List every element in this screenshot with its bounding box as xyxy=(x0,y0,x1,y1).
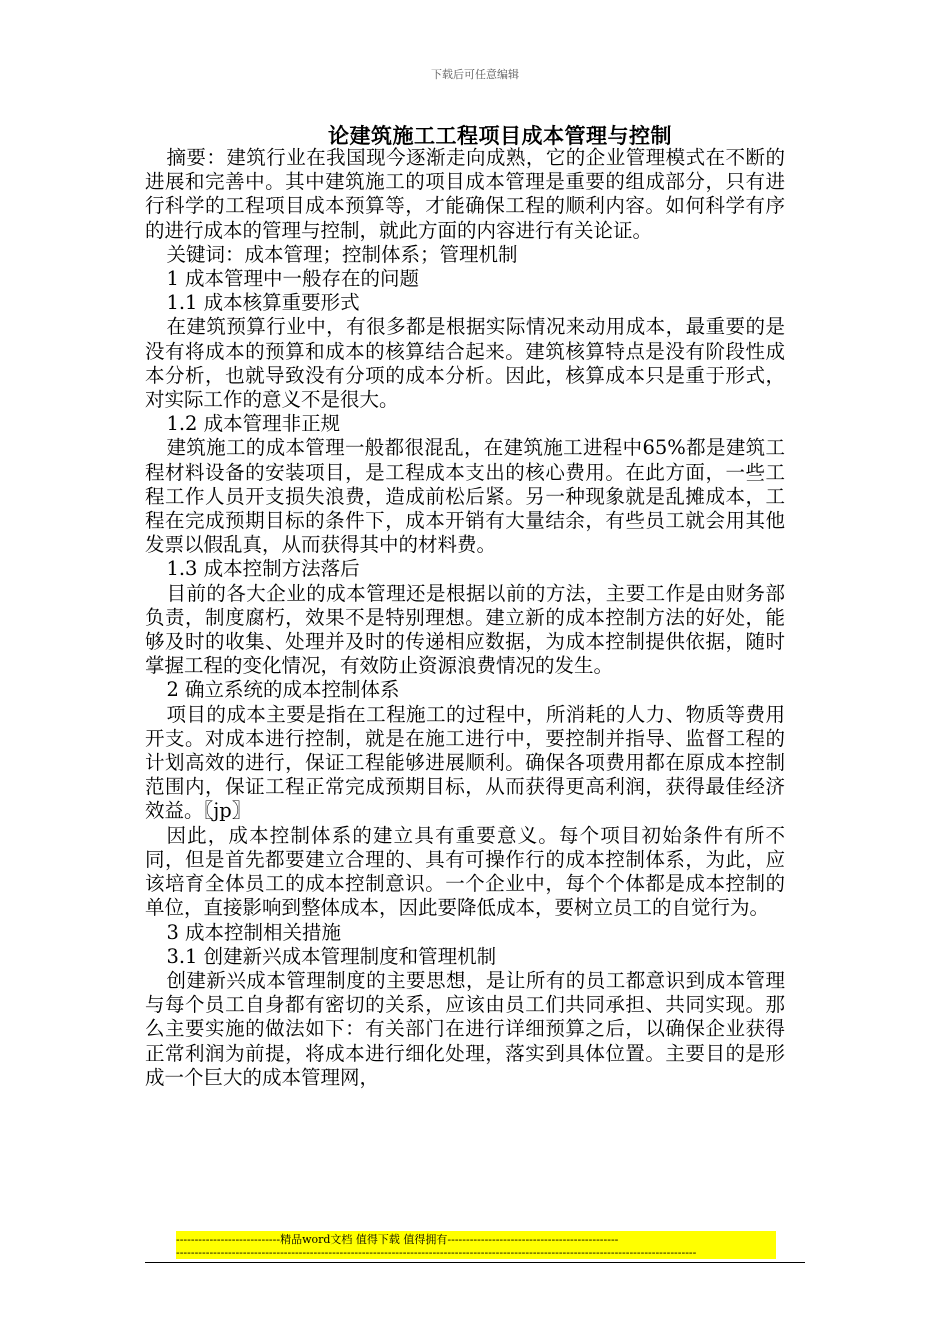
section-heading-3: 3 成本控制相关措施 xyxy=(166,920,342,944)
body-paragraph: 创建新兴成本管理制度的主要思想，是让所有的员工都意识到成本管理与每个员工自身都有密切的关系，应该由员工们共同承担、共同实现。那么主要实施的做法如下：有关部门在进行详细预算之后，以确保企业获得正常利润为前提，将成本进行细化处理，落实到具体位置。主要目的是形成一个巨大的成本管理网， xyxy=(145,968,785,1089)
body-paragraph: 因此，成本控制体系的建立具有重要意义。每个项目初始条件有所不同，但是首先都要建立合理的、具有可操作行的成本控制体系，为此，应该培育全体员工的成本控制意识。一个企业中，每个个体都是成本控制的单位，直接影响到整体成本，因此要降低成本，要树立员工的自觉行为。 xyxy=(145,823,785,920)
body-paragraph: 项目的成本主要是指在工程施工的过程中，所消耗的人力、物质等费用开支。对成本进行控制，就是在施工进行中，要控制并指导、监督工程的计划高效的进行，保证工程能够进展顺利。确保各项费用都在原成本控制范围内，保证工程正常完成预期目标，从而获得更高利润，获得最佳经济效益。〖jp〗 xyxy=(145,702,785,823)
subsection-heading-3-1: 3.1 创建新兴成本管理制度和管理机制 xyxy=(166,944,497,968)
body-paragraph: 在建筑预算行业中，有很多都是根据实际情况来动用成本，最重要的是没有将成本的预算和成本的核算结合起来。建筑核算特点是没有阶段性成本分析，也就导致没有分项的成本分析。因此，核算成本只是重于形式，对实际工作的意义不是很大。 xyxy=(145,315,785,412)
body-paragraph: 建筑施工的成本管理一般都很混乱，在建筑施工进程中65%都是建筑工程材料设备的安装项目，是工程成本支出的核心费用。在此方面，一些工程工作人员开支损失浪费，造成前松后紧。另一种现象就是乱摊成本，工程在完成预期目标的条件下，成本开销有大量结余，有些员工就会用其他发票以假乱真，从而获得其中的材料费。 xyxy=(145,436,785,557)
document-title: 论建筑施工工程项目成本管理与控制 xyxy=(328,123,672,148)
footer-watermark-line: ----------------------------精品word文档 值得下载 值得拥有---------------------------------------------- xyxy=(176,1233,619,1246)
abstract-paragraph: 摘要：建筑行业在我国现今逐渐走向成熟，它的企业管理模式在不断的进展和完善中。其中建筑施工的项目成本管理是重要的组成部分，只有进行科学的工程项目成本预算等，才能确保工程的顺利内容。如何科学有序的进行成本的管理与控制，就此方面的内容进行有关论证。 xyxy=(145,146,785,242)
keywords-line: 关键词：成本管理；控制体系；管理机制 xyxy=(166,242,518,266)
subsection-heading-1-3: 1.3 成本控制方法落后 xyxy=(166,557,360,581)
header-note: 下载后可任意编辑 xyxy=(431,68,519,81)
subsection-heading-1-1: 1.1 成本核算重要形式 xyxy=(166,291,360,315)
body-paragraph: 目前的各大企业的成本管理还是根据以前的方法，主要工作是由财务部负责，制度腐朽，效果不是特别理想。建立新的成本控制方法的好处，能够及时的收集、处理并及时的传递相应数据，为成本控制提供依据，随时掌握工程的变化情况，有效防止资源浪费情况的发生。 xyxy=(145,581,785,678)
document-body xyxy=(145,146,785,1090)
section-heading-1: 1 成本管理中一般存在的问题 xyxy=(166,267,420,291)
subsection-heading-1-2: 1.2 成本管理非正规 xyxy=(166,412,341,436)
footer-rule xyxy=(145,1262,805,1263)
section-heading-2: 2 确立系统的成本控制体系 xyxy=(166,678,400,702)
footer-dash-line: -------------------------------------------------------------------------------------------------------------------------------------------- xyxy=(176,1246,697,1259)
